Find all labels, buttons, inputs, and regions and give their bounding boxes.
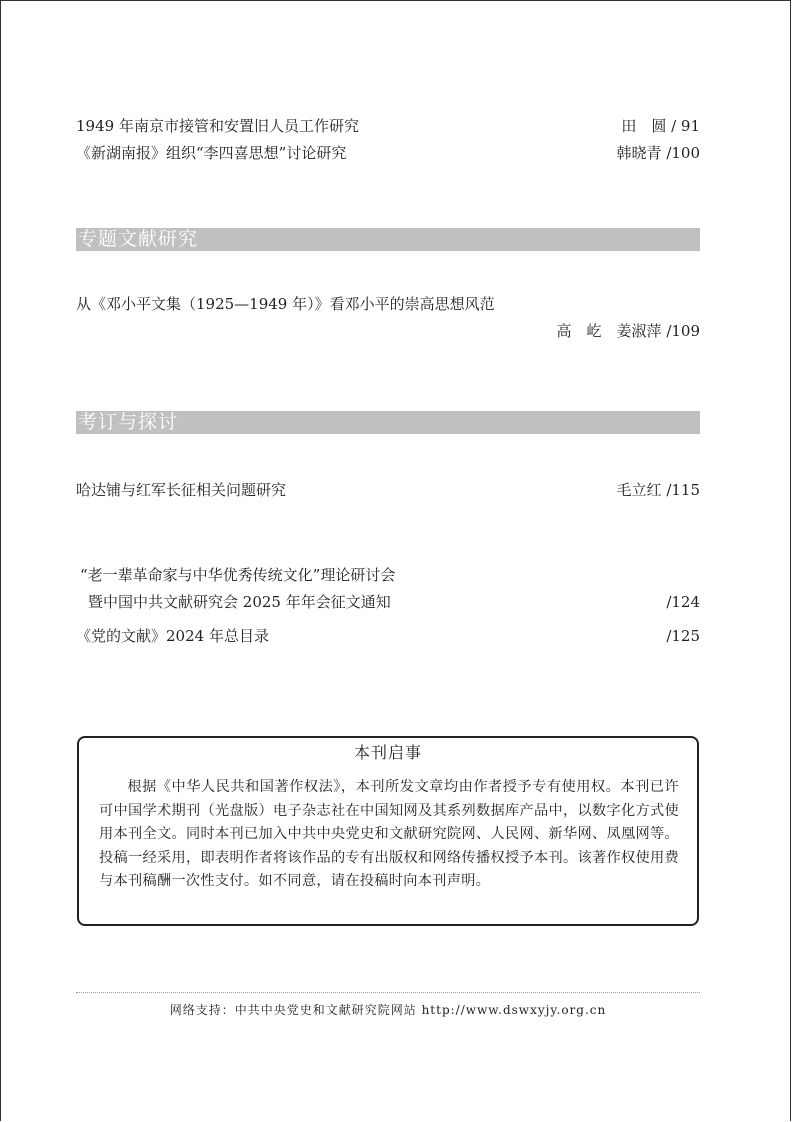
toc-entry[interactable] (76, 116, 700, 136)
entry-title-line2: 暨中国中共文献研究会 2025 年年会征文通知 (88, 593, 391, 611)
toc-entry[interactable] (80, 565, 700, 585)
entry-author-page: 田 圆 / 91 (621, 117, 700, 135)
entry-page: /125 (666, 627, 700, 645)
toc-entry-author-row (76, 321, 700, 341)
footer-divider (76, 992, 700, 993)
toc-entry[interactable] (76, 480, 700, 500)
entry-title: 《党的文献》2024 年总目录 (76, 627, 269, 645)
entry-title: 《新湖南报》组织“李四喜思想”讨论研究 (76, 144, 347, 162)
toc-entry[interactable] (76, 294, 700, 314)
section-heading-bar (76, 228, 700, 251)
notice-body: 根据《中华人民共和国著作权法》，本刊所发文章均由作者授予专有使用权。本刊已许可中国学术期刊（光盘版）电子杂志社在中国知网及其系列数据库产品中，以数字化方式使用本刊全文。同时本刊已加入中共中央党史和文献研究院网、人民网、新华网、凤凰网等。投稿一经采用，即表明作者将该作品的专有出版权和网络传播权授予本刊。该著作权使用费与本刊稿酬一次性支付。如不同意，请在投稿时向本刊声明。 (99, 779, 679, 890)
section-heading-bar (76, 411, 700, 434)
entry-title-line1: “老一辈革命家与中华优秀传统文化”理论研讨会 (80, 566, 396, 584)
section-heading: 专题文献研究 (78, 228, 199, 250)
toc-entry[interactable] (76, 626, 700, 646)
entry-page: /124 (666, 593, 700, 611)
toc-entry[interactable] (76, 143, 700, 163)
entry-author-page: 毛立红 /115 (616, 481, 700, 499)
entry-title: 哈达铺与红军长征相关问题研究 (76, 481, 287, 499)
entry-title: 1949 年南京市接管和安置旧人员工作研究 (76, 117, 359, 135)
entry-title: 从《邓小平文集（1925—1949 年）》看邓小平的崇高思想风范 (76, 295, 495, 313)
toc-entry-continuation[interactable] (76, 592, 700, 612)
footer-website: 网络支持：中共中央党史和文献研究院网站 http://www.dswxyjy.org.cn (169, 1003, 607, 1017)
section-heading: 考订与探讨 (78, 411, 179, 433)
entry-author-page: 高 屹 姜淑萍 /109 (556, 322, 700, 340)
entry-author-page: 韩晓青 /100 (616, 144, 700, 162)
notice-title: 本刊启事 (353, 743, 422, 762)
journal-notice-box (77, 736, 699, 926)
